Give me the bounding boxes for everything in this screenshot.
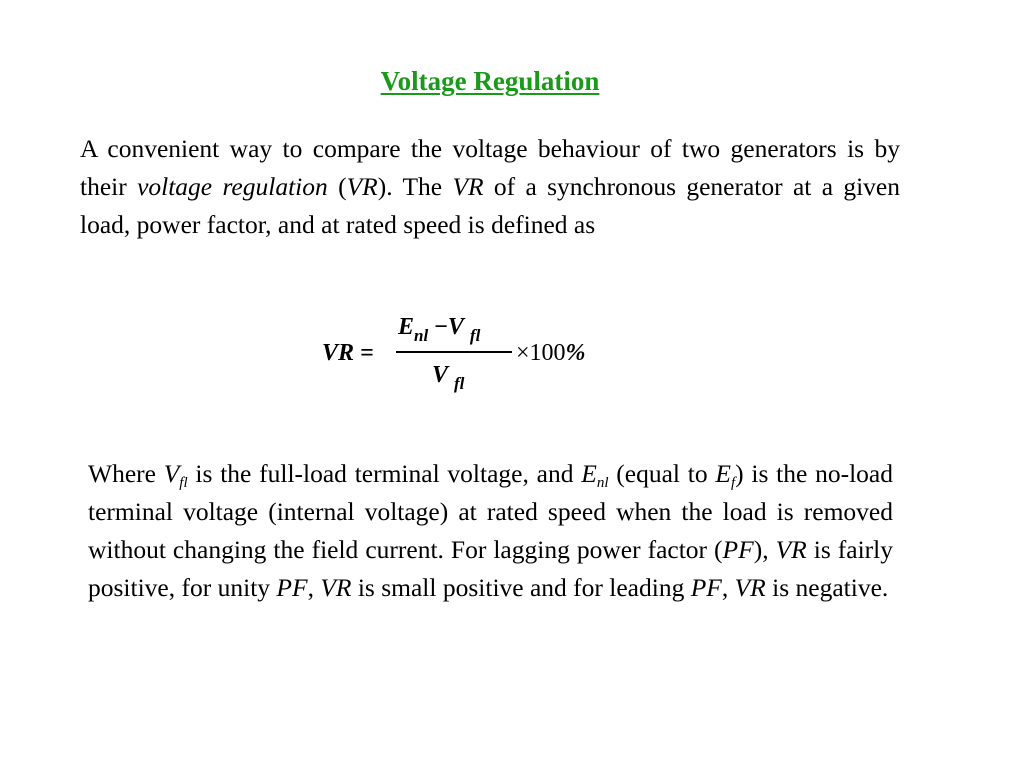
expl-vr-1: VR bbox=[775, 535, 807, 564]
formula-numerator bbox=[398, 314, 481, 345]
formula-lhs: VR = bbox=[322, 340, 374, 366]
formula-num-e-sub: nl bbox=[414, 326, 429, 345]
formula-times: × bbox=[516, 340, 530, 366]
expl-e-symbol: E bbox=[581, 459, 597, 488]
intro-text-4: of a synchronous generator at a given load, power factor, and at rated speed is defined as bbox=[80, 172, 900, 239]
intro-term-vr: VR bbox=[346, 172, 378, 201]
expl-text-7: , bbox=[307, 573, 321, 602]
intro-text-3: ). The bbox=[377, 172, 453, 201]
formula-den-v: V bbox=[432, 362, 449, 388]
expl-pf-2: PF bbox=[276, 573, 308, 602]
formula-denominator bbox=[432, 362, 465, 393]
intro-text-2: ( bbox=[327, 172, 347, 201]
page-title: Voltage Regulation bbox=[380, 66, 600, 96]
expl-ef-symbol: E bbox=[715, 459, 731, 488]
formula-num-v: V bbox=[447, 314, 464, 340]
expl-pf-1: PF bbox=[722, 535, 754, 564]
intro-paragraph bbox=[80, 130, 900, 244]
expl-vr-3: VR bbox=[734, 573, 766, 602]
expl-text-1: Where bbox=[88, 459, 164, 488]
expl-v-sub: fl bbox=[179, 475, 188, 491]
intro-term-vr-2: VR bbox=[452, 172, 484, 201]
formula-den-v-sub: fl bbox=[454, 374, 465, 393]
expl-text-5: ), bbox=[753, 535, 776, 564]
explanation-paragraph bbox=[88, 455, 893, 607]
expl-text-10: is negative. bbox=[765, 573, 889, 602]
formula-hundred: 100 bbox=[529, 340, 566, 366]
formula-multiplier bbox=[516, 340, 586, 367]
expl-vr-2: VR bbox=[320, 573, 352, 602]
formula-percent: % bbox=[565, 340, 586, 366]
fraction-bar bbox=[396, 351, 512, 353]
expl-text-3: (equal to bbox=[608, 459, 716, 488]
expl-e-sub: nl bbox=[596, 475, 609, 491]
expl-v-symbol: V bbox=[163, 459, 180, 488]
expl-text-8: is small positive and for leading bbox=[351, 573, 691, 602]
expl-ef-sub: f bbox=[730, 475, 736, 491]
formula-num-v-sub: fl bbox=[469, 326, 481, 345]
expl-text-6: is fairly positive, for unity bbox=[88, 535, 894, 602]
formula-minus: − bbox=[434, 314, 448, 340]
expl-text-2: is the full-load terminal voltage, and bbox=[187, 459, 582, 488]
voltage-regulation-formula bbox=[322, 310, 642, 400]
expl-text-9: , bbox=[721, 573, 735, 602]
formula-num-e: E bbox=[398, 314, 415, 340]
expl-pf-3: PF bbox=[690, 573, 722, 602]
intro-text-1: A convenient way to compare the voltage behaviour of two generators is by their bbox=[80, 134, 900, 201]
expl-text-4: ) is the no-load terminal voltage (internal voltage) at rated speed when the load is removed without changing the field current. For lagging power factor ( bbox=[88, 459, 893, 564]
intro-term-voltage-regulation: voltage regulation bbox=[137, 172, 328, 201]
